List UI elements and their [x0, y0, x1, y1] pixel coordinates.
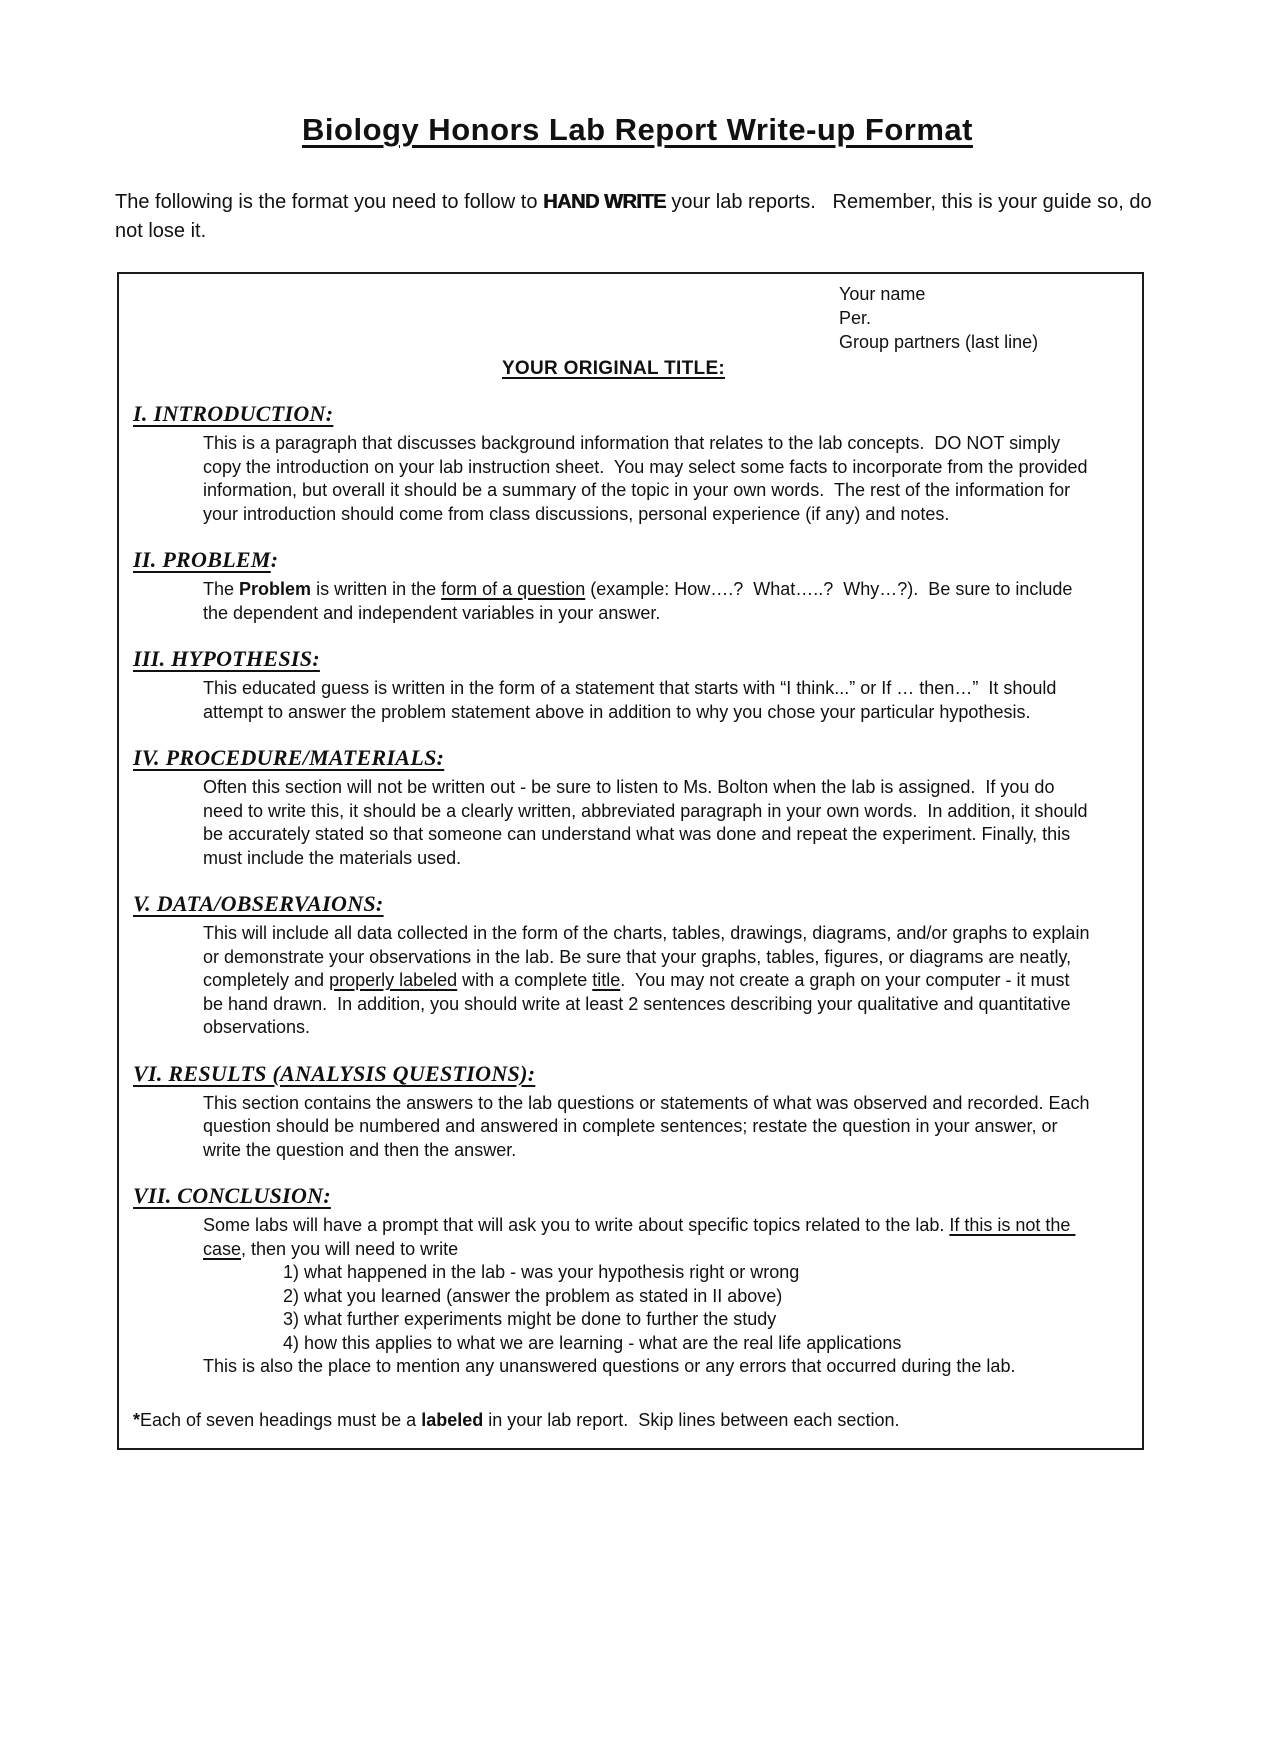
list-item: 1) what happened in the lab - was your hypothesis right or wrong [283, 1262, 800, 1282]
section-results [133, 1061, 1094, 1163]
body-underline-properly-labeled: properly labeled [329, 970, 458, 990]
list-item: 4) how this applies to what we are learning - what are the real life applications [283, 1332, 902, 1353]
section-heading-conclusion [133, 1183, 1094, 1209]
section-heading-hypothesis [133, 646, 1094, 672]
section-heading-text: IV. PROCEDURE/MATERIALS: [133, 745, 445, 770]
footnote [133, 1409, 1094, 1432]
body-text: is written in the [311, 579, 442, 599]
section-introduction [133, 401, 1094, 526]
body-text: Some labs will have a prompt that will ask you to write about specific topics related to the lab. [203, 1215, 950, 1235]
body-text: . You may not create a graph on your computer - it must be hand drawn. In addition, you should write at least 2 sentences describing your qualitative and quantitative observations. [203, 970, 1076, 1037]
original-title-text: YOUR ORIGINAL TITLE: [501, 358, 726, 379]
name-block-line-your-name: Your name [839, 284, 926, 304]
section-problem [133, 547, 1094, 625]
section-body-hypothesis: This educated guess is written in the form of a statement that starts with “I think...” or If … then…” It should attempt to answer the problem statement above in addition to why you chose your particular hypothesis. [203, 678, 1062, 722]
section-heading-text: II. PROBLEM [133, 547, 271, 572]
page-title [115, 112, 1160, 148]
section-heading-introduction [133, 401, 1094, 427]
body-text: The [203, 579, 240, 599]
original-title-heading [133, 358, 1094, 380]
report-format-box [117, 272, 1144, 1450]
document-page [0, 112, 1275, 1450]
footnote-text: Each of seven headings must be a [140, 1409, 422, 1430]
section-body-problem [203, 578, 1094, 625]
section-heading-text: V. DATA/OBSERVAIONS: [133, 891, 384, 916]
page-title-text: Biology Honors Lab Report Write-up Format [302, 112, 973, 147]
section-heading-procedure-materials [133, 745, 1094, 771]
intro-paragraph [115, 188, 1160, 246]
hand-write-emphasis: HAND WRITE [543, 191, 666, 213]
body-underline-form-of-question: form of a question [441, 579, 586, 599]
name-block [839, 282, 1094, 354]
section-procedure-materials [133, 745, 1094, 870]
section-heading-text: I. INTRODUCTION: [133, 401, 334, 426]
name-block-line-period: Per. [839, 308, 872, 328]
body-underline-title: title [592, 970, 621, 990]
section-body-data-observations [203, 922, 1094, 1040]
section-body-results: This section contains the answers to the lab questions or statements of what was observed and recorded. Each question should be numbered and answered in complete sentences; restate the question in your answer, or write the question and then the answer. [203, 1092, 1095, 1160]
body-text: , then you will need to write [241, 1238, 459, 1259]
section-heading-text: VII. CONCLUSION: [133, 1183, 331, 1208]
section-hypothesis [133, 646, 1094, 724]
section-body-introduction: This is a paragraph that discusses background information that relates to the lab concepts. DO NOT simply copy the introduction on your lab instruction sheet. You may select some facts to incorporate from the provided information, but overall it should be a summary of the topic in your own words. The rest of the information for your introduction should come from class discussions, personal experience (if any) and notes. [203, 433, 1093, 524]
conclusion-numbered-list [283, 1261, 1094, 1355]
section-data-observations [133, 891, 1094, 1040]
body-text: (example: How….? What…..? Why…?). Be sure to include the dependent and independent variables in your answer. [203, 579, 1078, 623]
intro-text-post: your lab reports. Remember, this is your guide so, do not lose it. [115, 191, 1158, 242]
section-body-conclusion [203, 1214, 1094, 1261]
section-heading-problem [133, 547, 1094, 573]
footnote-text: in your lab report. Skip lines between each section. [483, 1409, 900, 1430]
list-item: 3) what further experiments might be done to further the study [283, 1309, 777, 1329]
footnote-asterisk: * [133, 1409, 141, 1430]
body-text: with a complete [457, 970, 593, 990]
section-body-procedure-materials: Often this section will not be written out - be sure to listen to Ms. Bolton when the lab is assigned. If you do need to write this, it should be a clearly written, abbreviated paragraph in your own words. In addition, it should be accurately stated so that someone can understand what was done and repeat the experiment. Finally, this must include the materials used. [203, 777, 1093, 868]
section-heading-text: III. HYPOTHESIS: [133, 646, 320, 671]
footnote-bold-labeled: labeled [421, 1409, 484, 1430]
conclusion-closing-text: This is also the place to mention any unanswered questions or any errors that occurred during the lab. [203, 1356, 1016, 1376]
body-bold-problem: Problem [239, 579, 312, 599]
section-heading-colon: : [270, 547, 279, 572]
body-text: This will include all data collected in the form of the charts, tables, drawings, diagrams, and/or graphs to explain or demonstrate your observations in the lab. Be sure that your graphs, tables, figures, or diagrams are neatly, completely and [203, 923, 1095, 990]
section-heading-data-observations [133, 891, 1094, 917]
body-underline-if-not-the-case: If this is not the case [203, 1215, 1076, 1259]
section-conclusion [133, 1183, 1094, 1379]
section-heading-results [133, 1061, 1094, 1087]
intro-text-pre: The following is the format you need to follow to [115, 191, 544, 213]
list-item: 2) what you learned (answer the problem as stated in II above) [283, 1285, 783, 1306]
section-heading-text: VI. RESULTS (ANALYSIS QUESTIONS): [133, 1060, 536, 1086]
name-block-line-group-partners: Group partners (last line) [839, 332, 1039, 352]
